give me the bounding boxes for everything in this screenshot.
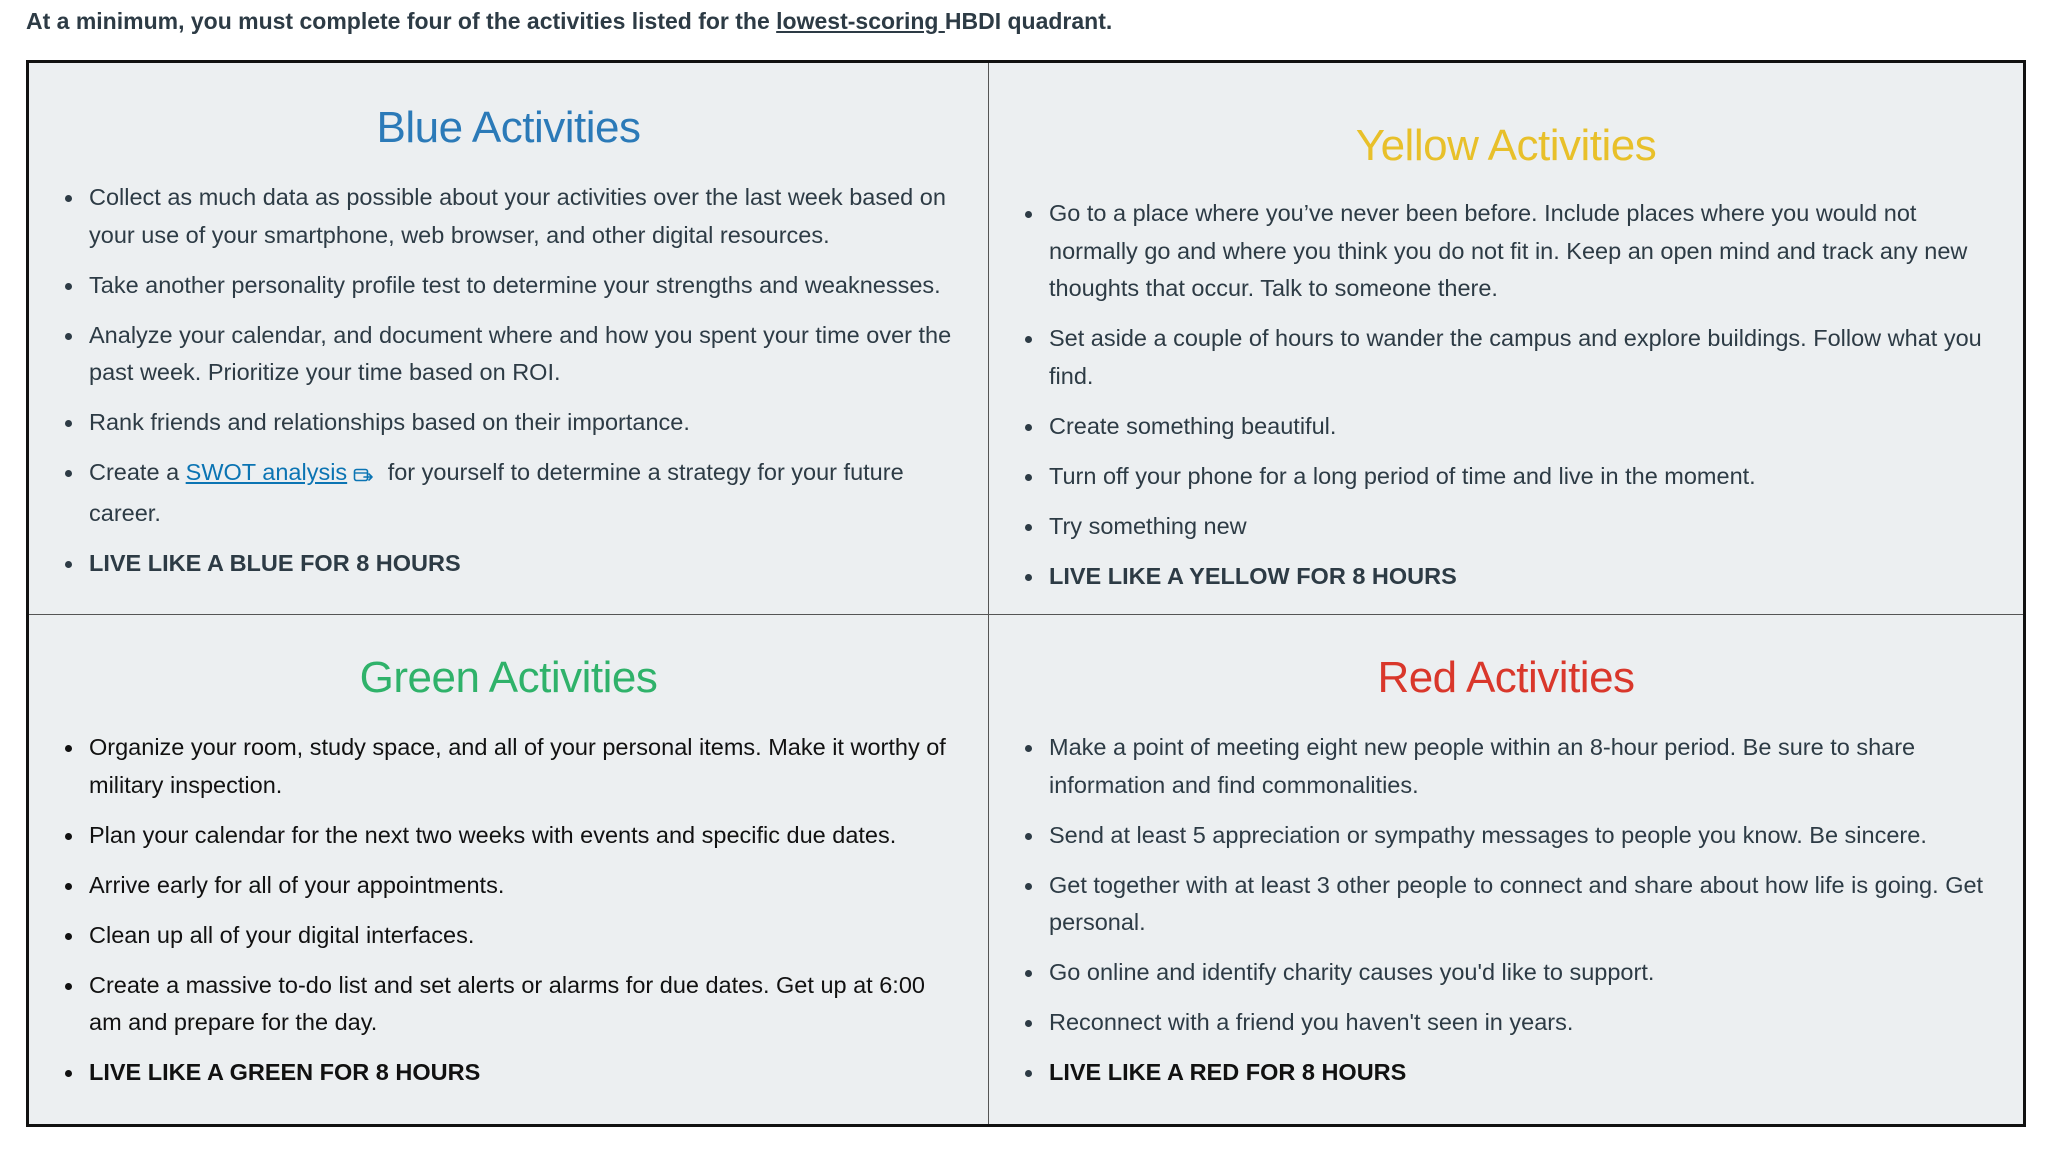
- list-item: Take another personality profile test to determine your strengths and weaknesses.: [29, 267, 988, 305]
- blue-activities-list: [29, 179, 988, 582]
- list-item: Create a massive to-do list and set alerts or alarms for due dates. Get up at 6:00 am and prepare for the day.: [29, 967, 988, 1042]
- red-activities-list: [989, 729, 2023, 1092]
- list-item: Make a point of meeting eight new people within an 8-hour period. Be sure to share information and find commonalities.: [989, 729, 2023, 804]
- swot-suffix: for yourself to determine a strategy for your future career.: [89, 459, 904, 526]
- list-item: Rank friends and relationships based on their importance.: [29, 404, 988, 442]
- list-item: Reconnect with a friend you haven't seen in years.: [989, 1004, 2023, 1042]
- list-item: Clean up all of your digital interfaces.: [29, 917, 988, 955]
- red-activities-cell: [989, 615, 2023, 1124]
- intro-prefix: At a minimum, you must complete four of the activities listed for the: [26, 8, 777, 34]
- list-item: Set aside a couple of hours to wander the campus and explore buildings. Follow what you find.: [989, 320, 2023, 395]
- list-item: Try something new: [989, 508, 2023, 546]
- list-item-bold: LIVE LIKE A GREEN FOR 8 HOURS: [29, 1054, 988, 1092]
- red-activities-title: Red Activities: [1377, 653, 1635, 702]
- list-item: Plan your calendar for the next two weeks with events and specific due dates.: [29, 817, 988, 855]
- intro-suffix: HBDI quadrant.: [944, 8, 1113, 34]
- list-item-bold: LIVE LIKE A RED FOR 8 HOURS: [989, 1054, 2023, 1092]
- yellow-activities-list: [989, 195, 2023, 595]
- green-activities-cell: [29, 615, 989, 1124]
- list-item-bold: LIVE LIKE A YELLOW FOR 8 HOURS: [989, 558, 2023, 596]
- list-item: Organize your room, study space, and all of your personal items. Make it worthy of military inspection.: [29, 729, 988, 804]
- swot-prefix: Create a: [89, 459, 186, 485]
- yellow-activities-cell: [989, 63, 2023, 615]
- list-item: Get together with at least 3 other people to connect and share about how life is going. Get personal.: [989, 867, 2023, 942]
- list-item-bold: LIVE LIKE A BLUE FOR 8 HOURS: [29, 545, 988, 583]
- green-activities-list: [29, 729, 988, 1092]
- list-item: Analyze your calendar, and document where and how you spent your time over the past week. Prioritize your time based on ROI.: [29, 317, 988, 392]
- green-activities-title: Green Activities: [359, 653, 658, 702]
- intro-underlined: lowest-scoring: [776, 8, 945, 34]
- list-item: Turn off your phone for a long period of time and live in the moment.: [989, 458, 2023, 496]
- list-item: Collect as much data as possible about your activities over the last week based on your use of your smartphone, web browser, and other digital resources.: [29, 179, 988, 254]
- list-item: Create something beautiful.: [989, 408, 2023, 446]
- blue-activities-title: Blue Activities: [376, 103, 641, 152]
- activities-table: [26, 60, 2026, 1127]
- list-item: Arrive early for all of your appointments.: [29, 867, 988, 905]
- list-item: Send at least 5 appreciation or sympathy messages to people you know. Be sincere.: [989, 817, 2023, 855]
- yellow-activities-title: Yellow Activities: [1355, 121, 1657, 170]
- external-link-icon[interactable]: [353, 457, 375, 495]
- list-item: Go to a place where you’ve never been before. Include places where you would not normally go and where you think you do not fit in. Keep an open mind and track any new thoughts that occur. Talk to someone there.: [989, 195, 2023, 308]
- list-item: Go online and identify charity causes you'd like to support.: [989, 954, 2023, 992]
- blue-activities-cell: [29, 63, 989, 615]
- swot-analysis-link[interactable]: SWOT analysis: [185, 459, 348, 485]
- list-item-swot: [29, 454, 988, 532]
- intro-text: [26, 8, 1112, 35]
